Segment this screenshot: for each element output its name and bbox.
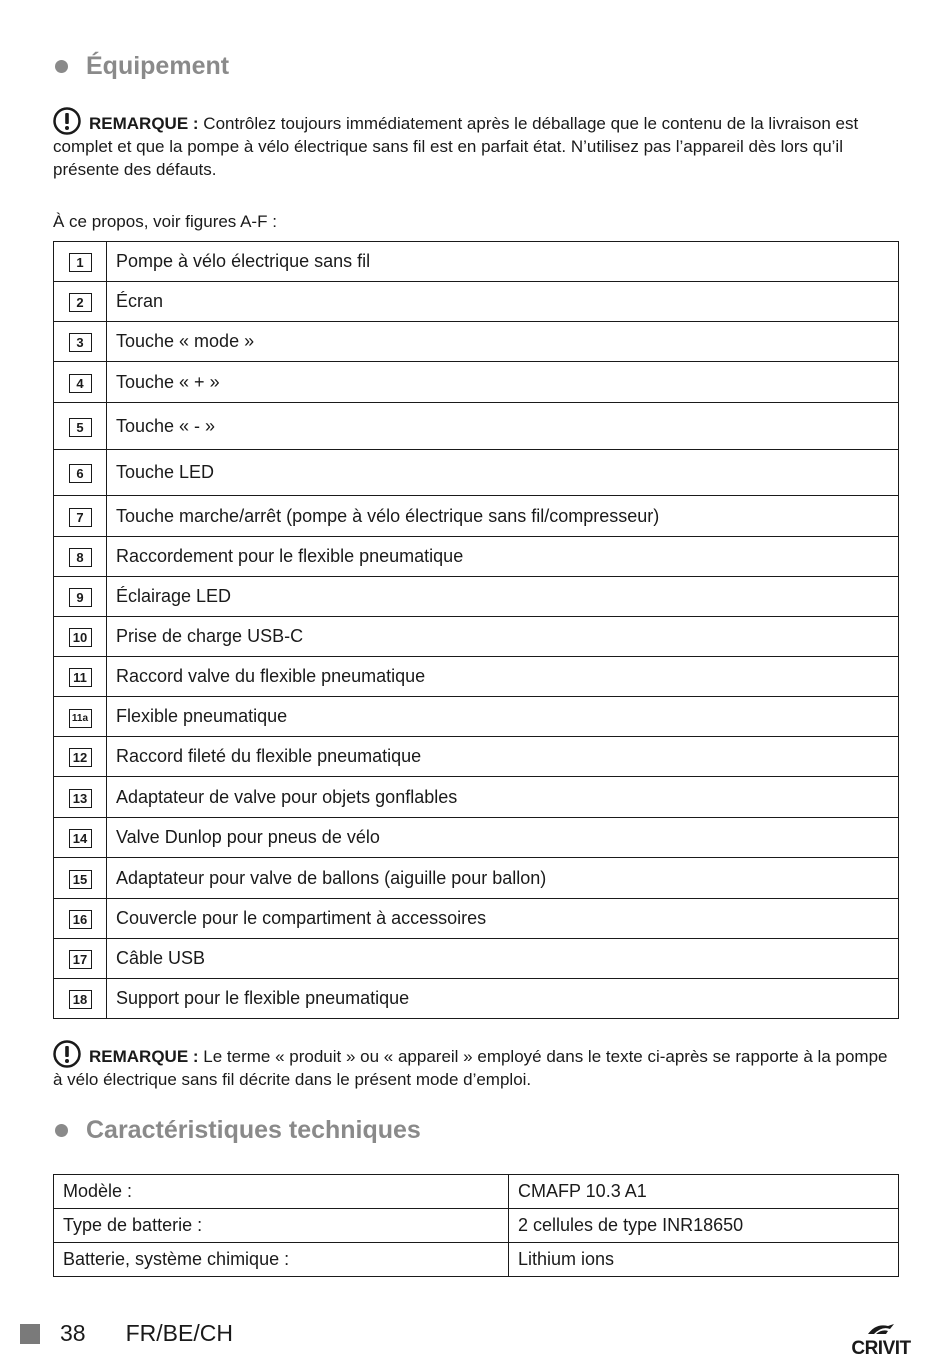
part-label: Couvercle pour le compartiment à accessoires (107, 899, 899, 939)
part-number: 16 (69, 910, 92, 929)
note-label: REMARQUE : (89, 1047, 199, 1066)
part-number-cell (54, 979, 107, 1019)
part-number: 2 (69, 293, 92, 312)
part-number-cell (54, 403, 107, 450)
part-number-cell (54, 858, 107, 899)
part-number: 7 (69, 508, 92, 527)
part-number: 14 (69, 829, 92, 848)
part-number: 6 (69, 464, 92, 483)
page-footer (20, 1320, 233, 1347)
part-number: 15 (69, 870, 92, 889)
part-number: 5 (69, 418, 92, 437)
bullet-icon (55, 1124, 68, 1137)
part-row (54, 242, 899, 282)
part-row (54, 537, 899, 577)
spec-row (54, 1175, 899, 1209)
part-number: 1 (69, 253, 92, 272)
part-number: 12 (69, 748, 92, 767)
part-row (54, 322, 899, 362)
part-label: Touche LED (107, 450, 899, 496)
part-row (54, 818, 899, 858)
part-row (54, 939, 899, 979)
part-number-cell (54, 899, 107, 939)
part-number: 4 (69, 374, 92, 393)
note-terminology (53, 1040, 898, 1091)
part-row (54, 979, 899, 1019)
part-number-cell (54, 537, 107, 577)
part-label: Touche « mode » (107, 322, 899, 362)
part-number: 11 (69, 668, 92, 687)
part-row (54, 496, 899, 537)
note-inspection (53, 107, 898, 181)
part-number-cell (54, 939, 107, 979)
part-number: 10 (69, 628, 92, 647)
part-label: Prise de charge USB-C (107, 617, 899, 657)
part-number-cell (54, 818, 107, 858)
part-number-cell (54, 737, 107, 777)
part-label: Valve Dunlop pour pneus de vélo (107, 818, 899, 858)
part-number-cell (54, 362, 107, 403)
part-label: Raccord fileté du flexible pneumatique (107, 737, 899, 777)
part-row (54, 282, 899, 322)
part-label: Touche marche/arrêt (pompe à vélo électrique sans fil/compresseur) (107, 496, 899, 537)
part-number-cell (54, 657, 107, 697)
part-row (54, 899, 899, 939)
part-label: Raccord valve du flexible pneumatique (107, 657, 899, 697)
part-number: 18 (69, 990, 92, 1009)
parts-table (53, 241, 899, 1019)
part-row (54, 403, 899, 450)
part-label: Éclairage LED (107, 577, 899, 617)
figures-caption: À ce propos, voir figures A-F : (53, 212, 277, 231)
part-label: Raccordement pour le flexible pneumatique (107, 537, 899, 577)
part-number-cell (54, 617, 107, 657)
page-number: 38 (60, 1320, 86, 1346)
spec-value: 2 cellules de type INR18650 (509, 1209, 899, 1243)
note-text: Contrôlez toujours immédiatement après le déballage que le contenu de la livraison est complet et que la pompe à vélo électrique sans fil est en parfait état. N’utilisez pas l’appareil dès lors qu’il présente des défauts. (53, 114, 859, 179)
part-row (54, 577, 899, 617)
part-label: Câble USB (107, 939, 899, 979)
part-label: Écran (107, 282, 899, 322)
part-row (54, 777, 899, 818)
part-number: 13 (69, 789, 92, 808)
specs-heading-text: Caractéristiques techniques (86, 1116, 421, 1144)
equipment-heading (55, 52, 229, 81)
part-number: 17 (69, 950, 92, 969)
spec-label: Batterie, système chimique : (54, 1243, 509, 1277)
part-label: Touche « + » (107, 362, 899, 403)
part-label: Flexible pneumatique (107, 697, 899, 737)
part-row (54, 657, 899, 697)
bullet-icon (55, 60, 68, 73)
part-row (54, 362, 899, 403)
note-text: Le terme « produit » ou « appareil » employé dans le texte ci-après se rapporte à la pompe à vélo électrique sans fil décrite dans le présent mode d’emploi. (53, 1047, 888, 1089)
brand-name: CRIVIT (851, 1338, 911, 1359)
part-row (54, 450, 899, 496)
part-label: Adaptateur de valve pour objets gonflables (107, 777, 899, 818)
spec-label: Modèle : (54, 1175, 509, 1209)
part-number: 8 (69, 548, 92, 567)
spec-row (54, 1243, 899, 1277)
language-code: FR/BE/CH (125, 1320, 233, 1346)
part-number: 9 (69, 588, 92, 607)
part-row (54, 697, 899, 737)
part-number-cell (54, 450, 107, 496)
part-number-cell (54, 697, 107, 737)
brand-logo (846, 1322, 916, 1360)
specs-heading (55, 1116, 421, 1145)
part-row (54, 617, 899, 657)
equipment-heading-text: Équipement (86, 52, 230, 80)
part-label: Support pour le flexible pneumatique (107, 979, 899, 1019)
part-number-cell (54, 322, 107, 362)
specs-table (53, 1174, 899, 1277)
part-number-cell (54, 242, 107, 282)
part-number-cell (54, 496, 107, 537)
note-label: REMARQUE : (89, 114, 199, 133)
spec-row (54, 1209, 899, 1243)
exclamation-circle-icon (53, 1040, 81, 1068)
exclamation-circle-icon (53, 107, 81, 135)
crivit-logo-icon (866, 1323, 896, 1335)
spec-value: CMAFP 10.3 A1 (509, 1175, 899, 1209)
part-row (54, 737, 899, 777)
spec-label: Type de batterie : (54, 1209, 509, 1243)
part-number-cell (54, 777, 107, 818)
spec-value: Lithium ions (509, 1243, 899, 1277)
part-label: Touche « - » (107, 403, 899, 450)
part-number-cell (54, 577, 107, 617)
part-number-cell (54, 282, 107, 322)
part-number: 3 (69, 333, 92, 352)
footer-square-icon (20, 1324, 40, 1344)
part-label: Pompe à vélo électrique sans fil (107, 242, 899, 282)
part-number: 11a (69, 709, 92, 728)
part-label: Adaptateur pour valve de ballons (aiguille pour ballon) (107, 858, 899, 899)
part-row (54, 858, 899, 899)
